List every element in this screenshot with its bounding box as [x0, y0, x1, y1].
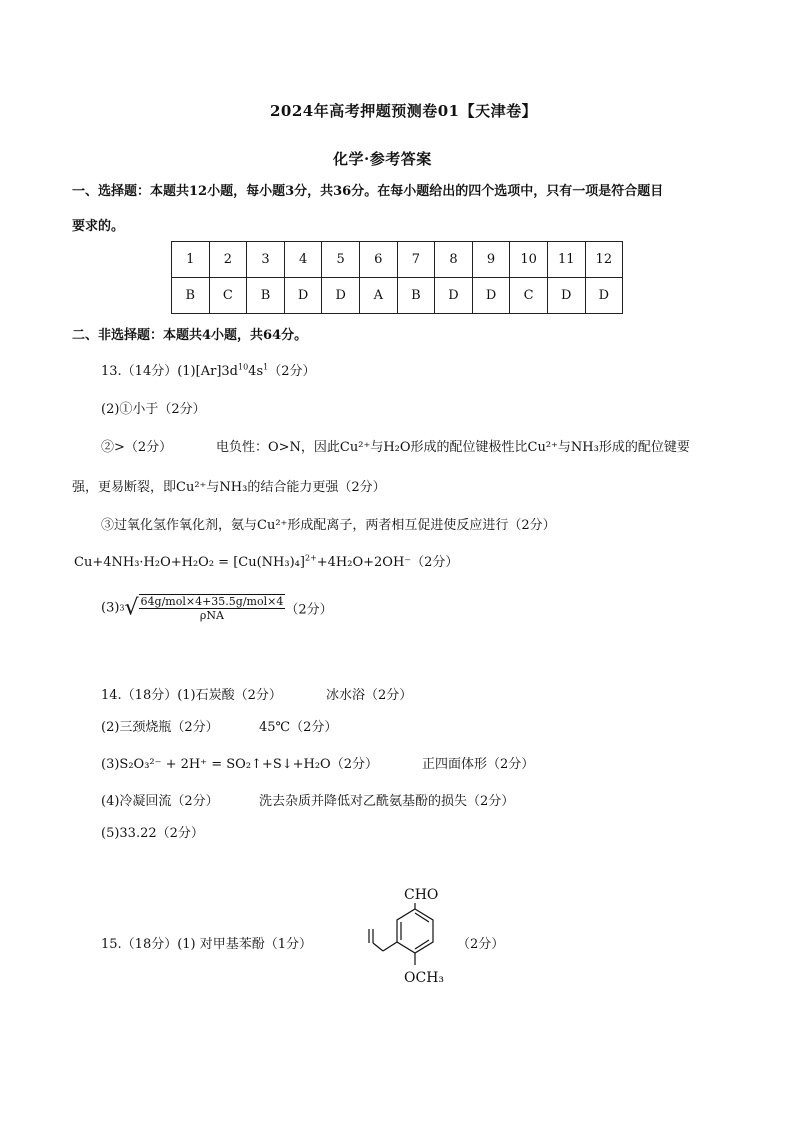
density-fraction [139, 594, 286, 622]
question-number: 6 [359, 242, 397, 278]
question-number: 4 [284, 242, 322, 278]
q13-part4: 强，更易断裂，即Cu²⁺与NH₃的结合能力更强（2分） [72, 480, 386, 495]
q13-config-ar: [Ar]3d [195, 364, 238, 379]
question-number: 1 [172, 242, 210, 278]
q14-line2b: 45℃（2分） [259, 720, 338, 735]
answer-letter: D [472, 278, 510, 314]
och3-label: OCH₃ [404, 970, 445, 986]
section1-line1: 一、选择题：本题共12小题，每小题3分，共36分。在每小题给出的四个选项中，只有一项是符合题目 [72, 184, 664, 199]
allyl-chain [383, 942, 397, 951]
q15-prefix: 15.（18分）(1) 对甲基苯酚（1分） [101, 937, 313, 952]
structure-diagram [355, 903, 445, 975]
q14-line4b: 洗去杂质并降低对乙酰氨基酚的损失（2分） [259, 794, 515, 809]
question-number: 7 [397, 242, 435, 278]
section2-heading: 二、非选择题：本题共4小题，共64分。 [72, 328, 308, 343]
eq-left: Cu+4NH₃·H₂O+H₂O₂ = [74, 555, 234, 570]
q13-sup10: 10 [237, 362, 249, 372]
answer-letter: B [397, 278, 435, 314]
answer-number-row [172, 242, 623, 278]
q13-part5: ③过氧化氢作氧化剂，氨与Cu²⁺形成配离子，两者相互促进使反应进行（2分） [101, 518, 556, 533]
q14-line3b: 正四面体形（2分） [422, 757, 535, 772]
ring-double-bond [415, 913, 429, 922]
q13-equation [74, 551, 458, 570]
answer-letter: D [284, 278, 322, 314]
ring-double-bond [415, 940, 429, 949]
answer-letter: A [359, 278, 397, 314]
q13-part1 [101, 360, 316, 379]
cho-label: CHO [404, 887, 439, 903]
q14-line2a: (2)三颈烧瓶（2分） [101, 720, 219, 735]
question-number: 2 [209, 242, 247, 278]
question-number: 8 [435, 242, 473, 278]
question-number: 10 [510, 242, 548, 278]
benzene-ring [397, 909, 433, 953]
answer-letter: D [585, 278, 623, 314]
root-index: 3 [119, 603, 125, 613]
answer-letter: C [510, 278, 548, 314]
q13-sup1: 1 [263, 362, 269, 372]
root-sign: √ [124, 595, 139, 621]
q13-p7-prefix: (3) [101, 600, 120, 616]
q14-line1a: 14.（18分）(1)石炭酸（2分） [101, 688, 282, 703]
q13-p7-score: （2分） [285, 602, 333, 618]
answer-letter: C [209, 278, 247, 314]
fraction-denominator: ρNA [199, 609, 224, 622]
q13-prefix: 13.（14分）(1) [101, 364, 196, 379]
eq-complex: [Cu(NH₃)₄] [233, 555, 305, 570]
answer-letter: D [547, 278, 585, 314]
section1-line2: 要求的。 [72, 219, 125, 234]
question-number: 11 [547, 242, 585, 278]
answer-letter: B [172, 278, 210, 314]
page-subtitle: 化学·参考答案 [333, 150, 432, 168]
q14-line3a: (3)S₂O₃²⁻ + 2H⁺ = SO₂↑+S↓+H₂O（2分） [101, 757, 378, 772]
q13-part3b: 电负性：O>N，因此Cu²⁺与H₂O形成的配位键极性比Cu²⁺与NH₃形成的配位键要 [216, 440, 690, 455]
question-number: 5 [322, 242, 360, 278]
q13-config-4s: 4s [248, 364, 264, 379]
question-number: 12 [585, 242, 623, 278]
eq-charge: 2+ [304, 553, 317, 563]
answer-letter: B [247, 278, 285, 314]
q14-line1b: 冰水浴（2分） [326, 688, 413, 703]
allyl-chain [373, 943, 383, 951]
q14-line4a: (4)冷凝回流（2分） [101, 794, 219, 809]
eq-right: +4H₂O+2OH⁻（2分） [316, 555, 459, 570]
fraction-numerator: 64g/mol×4+35.5g/mol×4 [140, 595, 284, 608]
q15-score: （2分） [457, 937, 505, 952]
q13-part7 [101, 594, 333, 622]
question-number: 3 [247, 242, 285, 278]
question-number: 9 [472, 242, 510, 278]
answer-table [171, 241, 623, 314]
q14-line5: (5)33.22（2分） [101, 826, 204, 841]
q13-score: （2分） [268, 364, 316, 379]
answer-letter-row [172, 278, 623, 314]
page-title: 2024年高考押题预测卷01【天津卷】 [270, 102, 538, 120]
answer-letter: D [435, 278, 473, 314]
q13-part3a: ②>（2分） [101, 440, 173, 455]
answer-letter: D [322, 278, 360, 314]
q13-part2: (2)①小于（2分） [101, 402, 206, 417]
